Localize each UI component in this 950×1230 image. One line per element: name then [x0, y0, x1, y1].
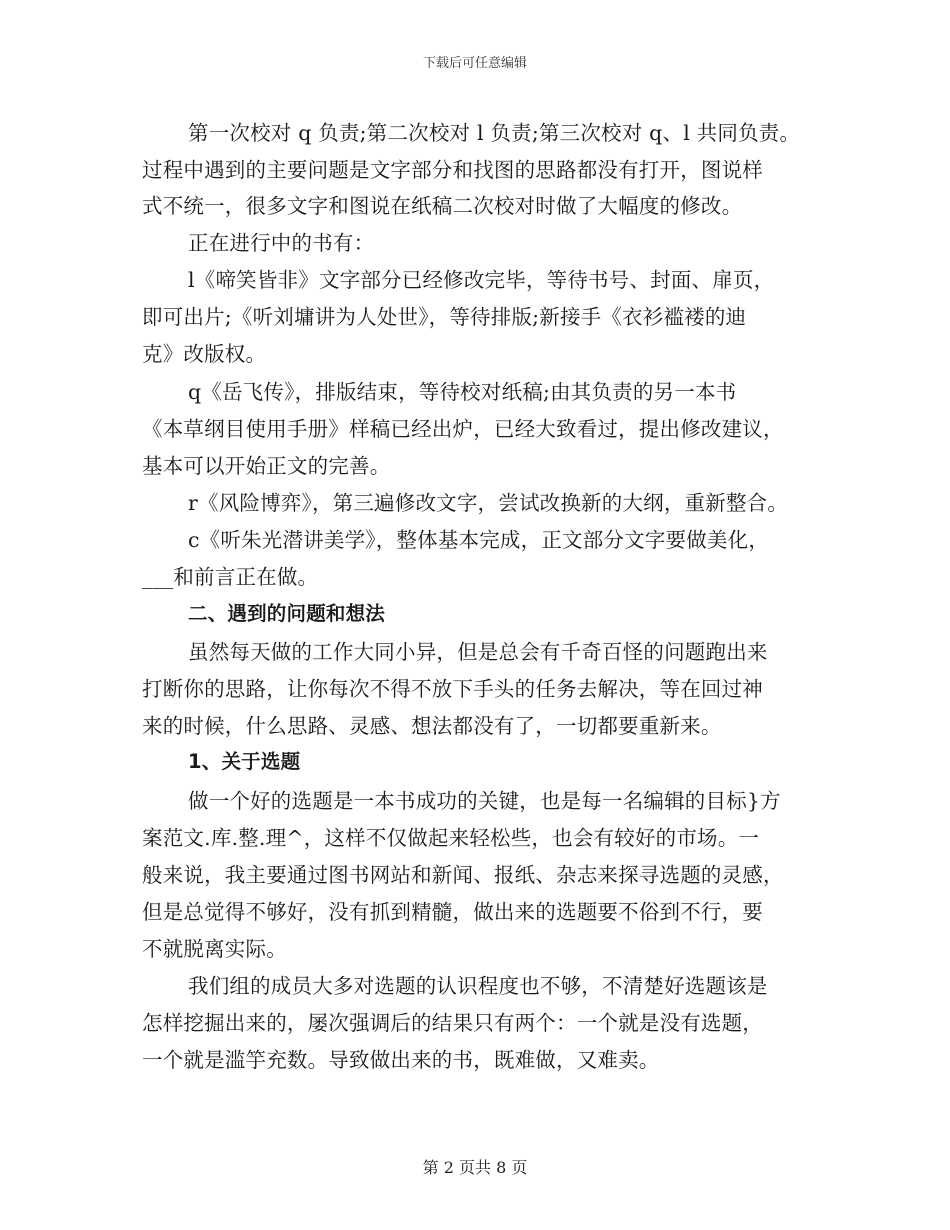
text-line: 不就脱离实际。: [142, 937, 287, 961]
text-line: 过程中遇到的主要问题是文字部分和找图的思路都没有打开，图说样: [142, 158, 763, 182]
text-line: 即可出片;《听刘墉讲为人处世》，等待排版;新接手《衣衫褴褛的迪: [142, 305, 747, 329]
text-line: 但是总觉得不够好，没有抓到精髓，做出来的选题要不俗到不行，要: [142, 900, 763, 924]
text-line: 般来说，我主要通过图书网站和新闻、报纸、杂志来探寻选题的灵感，: [142, 863, 784, 887]
subsection-heading: 1、关于选题: [188, 750, 301, 773]
text-line: 一个就是滥竽充数。导致做出来的书，既难做，又难卖。: [142, 1048, 660, 1072]
text-line: q《岳飞传》，排版结束，等待校对纸稿;由其负责的另一本书: [188, 380, 737, 404]
text-line: 打断你的思路，让你每次不得不放下手头的任务去解决，等在回过神: [142, 677, 763, 701]
text-line: 第一次校对 q 负责;第二次校对 l 负责;第三次校对 q、l 共同负责。: [188, 121, 801, 145]
section-heading: 二、遇到的问题和想法: [188, 602, 386, 625]
text-line: r《风险博弈》，第三遍修改文字，尝试改换新的大纲，重新整合。: [188, 491, 789, 515]
text-line: 我们组的成员大多对选题的认识程度也不够，不清楚好选题该是: [188, 974, 768, 998]
text-line: 案范文.库.整.理^，这样不仅做起来轻松些，也会有较好的市场。一: [142, 826, 760, 850]
text-line: l《啼笑皆非》文字部分已经修改完毕，等待书号、封面、扉页，: [188, 268, 775, 292]
text-line: 克》改版权。: [142, 342, 267, 366]
page-footer: 第 2 页共 8 页: [422, 1158, 528, 1177]
text-line: 做一个好的选题是一本书成功的关键，也是每一名编辑的目标}方: [188, 789, 781, 813]
text-line: 基本可以开始正文的完善。: [142, 454, 391, 478]
text-line: 式不统一，很多文字和图说在纸稿二次校对时做了大幅度的修改。: [142, 194, 743, 218]
text-line: 虽然每天做的工作大同小异，但是总会有千奇百怪的问题跑出来: [188, 640, 768, 664]
text-line: 怎样挖掘出来的，屡次强调后的结果只有两个：一个就是没有选题，: [142, 1011, 763, 1035]
text-line: c《听朱光潜讲美学》，整体基本完成，正文部分文字要做美化，: [188, 528, 770, 552]
page-header: 下载后可任意编辑: [422, 56, 527, 71]
text-line: 正在进行中的书有：: [188, 231, 375, 255]
text-line: 《本草纲目使用手册》样稿已经出炉，已经大致看过，提出修改建议，: [142, 417, 784, 441]
text-line: ___和前言正在做。: [142, 565, 319, 589]
text-line: 来的时候，什么思路、灵感、想法都没有了，一切都要重新来。: [142, 714, 722, 738]
